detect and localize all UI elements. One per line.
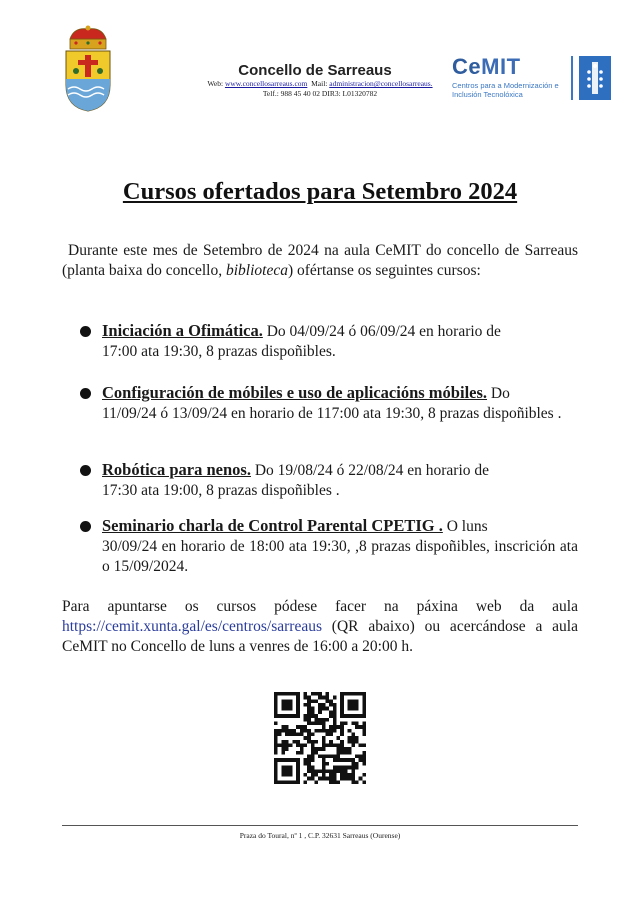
course-detail-rest: 17:00 ata 19:30, 8 prazas dispoñibles. (102, 343, 336, 360)
course-detail-first: Do 04/09/24 ó 06/09/24 en horario de (262, 323, 501, 340)
course-detail-rest: 30/09/24 en horario de 18:00 ata 19:30, ,8 prazas dispoñibles, inscrición ata o 15/09/2024. (102, 538, 578, 575)
intro-text-post: ) ofértanse os seguintes cursos: (287, 262, 481, 279)
intro-paragraph (62, 241, 578, 281)
cemit-centre-link[interactable]: https://cemit.xunta.gal/es/centros/sarreaus (62, 618, 322, 635)
cemit-word-a: Ce (452, 54, 482, 79)
contact-line (150, 79, 490, 89)
header-contact-block (150, 62, 490, 99)
cemit-word-b: MIT (481, 54, 521, 79)
course-item (80, 321, 578, 362)
cemit-subtitle: Centros para a Modernización e Inclusión Tecnolóxica (452, 81, 559, 99)
course-title: Seminario charla de Control Parental CPETIG . (102, 516, 443, 535)
bullet-icon (80, 521, 91, 532)
course-first-line (102, 321, 578, 342)
mail-link[interactable]: administracion@concellosarreaus. (329, 79, 433, 88)
outro-text-post: (QR abaixo) ou acercándose a aula CeMIT no Concello de luns a venres de 16:00 a 20:00 h. (62, 618, 578, 655)
course-detail-first: O luns (442, 518, 488, 535)
mail-label: Mail: (311, 79, 328, 88)
web-link[interactable]: www.concellosarreaus.com (224, 79, 308, 88)
phone-line: Telf.: 988 45 40 02 DIR3: L01320782 (262, 89, 378, 98)
outro-text-pre: Para apuntarse os cursos pódese facer na páxina web da aula (62, 598, 578, 615)
municipal-crest-icon (62, 25, 114, 113)
course-item (80, 516, 578, 577)
web-label: Web: (207, 79, 224, 88)
qr-code-icon[interactable] (274, 692, 366, 784)
course-title: Iniciación a Ofimática. (102, 321, 263, 340)
course-detail-first: Do 19/08/24 ó 22/08/24 en horario de (250, 462, 490, 479)
org-name: Concello de Sarreaus (238, 62, 392, 79)
course-detail-rest: 11/09/24 ó 13/09/24 en horario de 117:00 ata 19:30, 8 prazas dispoñibles . (102, 405, 562, 422)
document-title: Cursos ofertados para Setembro 2024 (122, 178, 518, 205)
footer-address: Praza do Toural, nº 1 , C.P. 32631 Sarreaus (Ourense) (239, 831, 401, 840)
course-item (80, 383, 578, 424)
footer-divider (62, 825, 578, 826)
course-item (80, 460, 578, 501)
cemit-wordmark (452, 54, 521, 80)
cemit-divider (571, 56, 573, 100)
course-first-line (102, 516, 578, 537)
course-title: Robótica para nenos. (102, 460, 251, 479)
signup-paragraph (62, 597, 578, 657)
course-first-line (102, 460, 578, 481)
intro-emphasis: biblioteca (225, 262, 288, 279)
xunta-emblem-icon (579, 56, 611, 100)
bullet-icon (80, 388, 91, 399)
bullet-icon (80, 326, 91, 337)
cemit-logo (452, 54, 612, 104)
intro-text-pre: Durante este mes de Setembro de 2024 na aula CeMIT do concello de Sarreaus (planta baixa do concello, (62, 242, 578, 279)
course-first-line (102, 383, 578, 404)
course-detail-rest: 17:30 ata 19:00, 8 prazas dispoñibles . (102, 482, 340, 499)
course-title: Configuración de móbiles e uso de aplicacións móbiles. (102, 383, 488, 402)
bullet-icon (80, 465, 91, 476)
course-detail-first: Do (487, 385, 510, 402)
